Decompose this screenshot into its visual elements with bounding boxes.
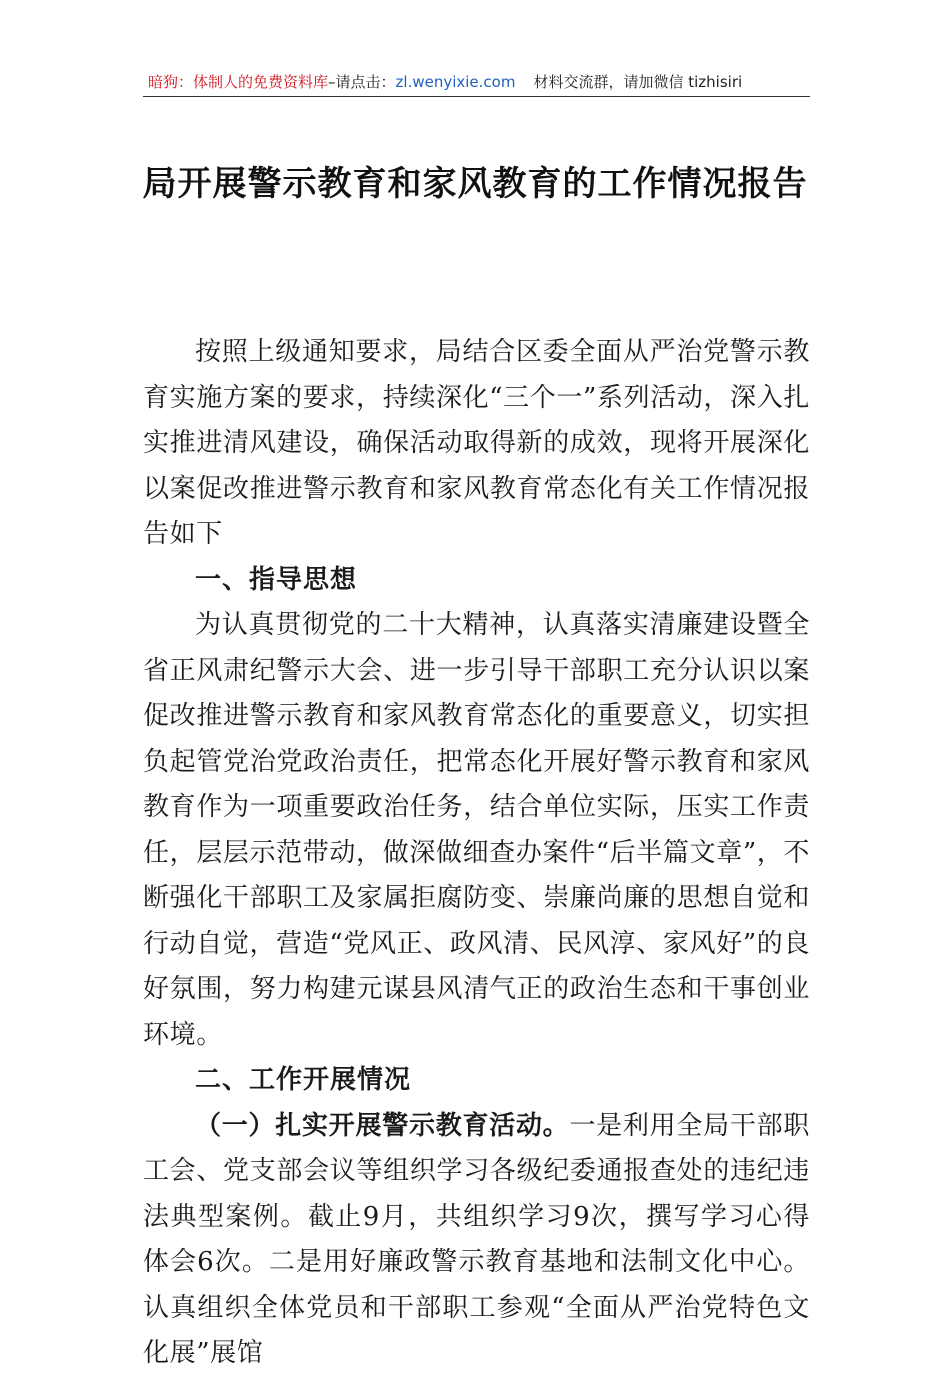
intro-paragraph: 按照上级通知要求，局结合区委全面从严治党警示教育实施方案的要求，持续深化“三个一”系列活动，深入扎实推进清风建设，确保活动取得新的成效，现将开展深化以案促改推进警示教育和家风教育常态化有关工作情况报告如下 (143, 337, 810, 549)
subsection-heading-warning-education: （一）扎实开展警示教育活动。 (195, 1110, 570, 1141)
guiding-ideology-paragraph: 为认真贯彻党的二十大精神，认真落实清廉建设暨全省正风肃纪警示大会、进一步引导干部职工充分认识以案促改推进警示教育和家风教育常态化的重要意义，切实担负起管党治党政治责任，把常态化开展好警示教育和家风教育作为一项重要政治任务，结合单位实际，压实工作责任，层层示范带动，做深做细查办案件“后半篇文章”，不断强化干部职工及家属拒腐防变、崇廉尚廉的思想自觉和行动自觉，营造“党风正、政风清、民风淳、家风好”的良好氛围，努力构建元谋县风清气正的政治生态和干事创业环境。 (143, 610, 810, 1050)
section-heading-work-progress: 二、工作开展情况 (195, 1065, 412, 1095)
document-title: 局开展警示教育和家风教育的工作情况报告 (142, 164, 808, 204)
header-divider (143, 96, 810, 97)
header-group-note: 材料交流群，请加微信 tizhisiri (533, 73, 743, 91)
header-url-link[interactable]: zl.wenyixie.com (395, 73, 516, 91)
warning-education-paragraph (143, 1104, 810, 1377)
document-body (143, 330, 810, 1377)
section-heading-guiding-ideology: 一、指导思想 (195, 564, 358, 595)
warning-education-text: 一是利用全局干部职工会、党支部会议等组织学习各级纪委通报查处的违纪违法典型案例。截止9月，共组织学习9次，撰写学习心得体会6次。二是用好廉政警示教育基地和法制文化中心。认真组织全体党员和干部职工参观“全面从严治党特色文化展”展馆 (143, 1110, 810, 1368)
header-site-name: 暗狗：体制人的免费资料库 (148, 73, 329, 91)
header-click-prompt: –请点击： (328, 73, 396, 91)
page-header (148, 70, 810, 94)
